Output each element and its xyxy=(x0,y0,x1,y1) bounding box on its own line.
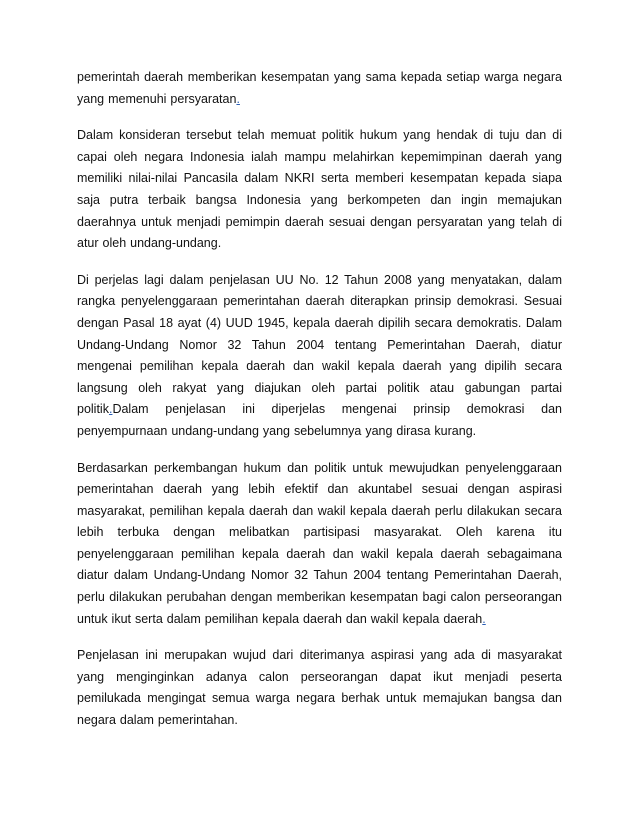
paragraph-1-text: pemerintah daerah memberikan kesempatan yang sama kepada setiap warga negara yang memenuhi persyaratan xyxy=(77,70,562,106)
paragraph-3 xyxy=(77,270,562,443)
footnote-mark[interactable]: . xyxy=(108,402,113,417)
footnote-mark[interactable]: . xyxy=(236,91,240,106)
paragraph-2-text: Dalam konsideran tersebut telah memuat politik hukum yang hendak di tuju dan di capai oleh negara Indonesia ialah mampu melahirkan kepemimpinan daerah yang memiliki nilai-nilai Pancasila dalam NKRI serta memberi kesempatan kepada siapa saja putra terbaik bangsa Indonesia yang berkompeten dan ingin memajukan daerahnya untuk menjadi pemimpin daerah sesuai dengan persyaratan yang telah di atur oleh undang-undang. xyxy=(77,128,562,251)
paragraph-4 xyxy=(77,458,562,631)
paragraph-5-text: Penjelasan ini merupakan wujud dari diterimanya aspirasi yang ada di masyarakat yang menginginkan adanya calon perseorangan dapat ikut menjadi peserta pemilukada mengingat semua warga negara berhak untuk memajukan bangsa dan negara dalam pemerintahan. xyxy=(77,648,562,728)
document-body xyxy=(77,67,562,747)
paragraph-3-text: Di perjelas lagi dalam penjelasan UU No. 12 Tahun 2008 yang menyatakan, dalam rangka penyelenggaraan pemerintahan daerah diterapkan prinsip demokrasi. Sesuai dengan Pasal 18 ayat (4) UUD 1945, kepala daerah dipilih secara demokratis. Dalam Undang-Undang Nomor 32 Tahun 2004 tentang Pemerintahan Daerah, diatur mengenai pemilihan kepala daerah dan wakil kepala daerah yang dipilih secara langsung oleh rakyat yang diajukan oleh partai politik atau gabungan partai politik xyxy=(77,272,562,417)
paragraph-1 xyxy=(77,67,562,110)
paragraph-4-text: Berdasarkan perkembangan hukum dan politik untuk mewujudkan penyelenggaraan pemerintahan daerah yang lebih efektif dan akuntabel sesuai dengan aspirasi masyarakat, pemilihan kepala daerah dan wakil kepala daerah perlu dilakukan secara lebih terbuka dengan melibatkan partisipasi masyarakat. Oleh karena itu penyelenggaraan pemilihan kepala daerah dan wakil kepala daerah sebagaimana diatur dalam Undang-Undang Nomor 32 Tahun 2004 tentang Pemerintahan Daerah, perlu dilakukan perubahan dengan memberikan kesempatan bagi calon perseorangan untuk ikut serta dalam pemilihan kepala daerah dan wakil kepala daerah xyxy=(77,460,562,626)
paragraph-5 xyxy=(77,645,562,731)
footnote-mark[interactable]: . xyxy=(482,611,486,626)
paragraph-2 xyxy=(77,125,562,255)
paragraph-3-tail: Dalam penjelasan ini diperjelas mengenai prinsip demokrasi dan penyempurnaan undang-undang yang sebelumnya yang dirasa kurang. xyxy=(77,402,562,438)
